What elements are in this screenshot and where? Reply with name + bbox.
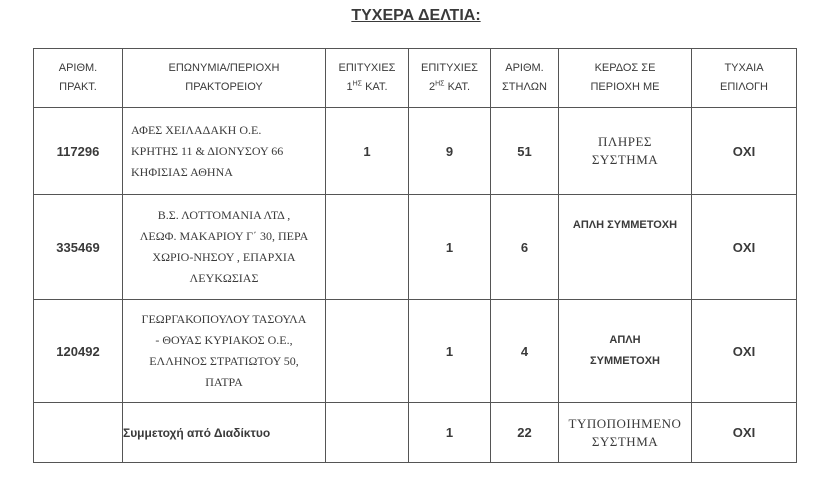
random-pick: ΟΧΙ: [692, 108, 797, 195]
page-title: ΤΥΧΕΡΑ ΔΕΛΤΙΑ:: [351, 7, 481, 24]
table-row: [34, 108, 797, 195]
header-gain: ΚΕΡΔΟΣ ΣΕ ΠΕΡΙΟΧΗ ΜΕ: [559, 49, 692, 108]
gain-type: ΑΠΛΗ ΣΥΜΜΕΤΟΧΗ: [559, 300, 692, 403]
agent-name: ΑΦΕΣ ΧΕΙΛΑΔΑΚΗ Ο.Ε. ΚΡΗΤΗΣ 11 & ΔΙΟΝΥΣΟΥ 66 ΚΗΦΙΣΙΑΣ ΑΘΗΝΑ: [123, 108, 326, 195]
header-cat1: ΕΠΙΤΥΧΙΕΣ $1^{H\Sigma}$ ΚΑΤ.: [326, 49, 409, 108]
gain-type: ΑΠΛΗ ΣΥΜΜΕΤΟΧΗ: [559, 195, 692, 300]
columns-count: 51: [491, 108, 559, 195]
table-row: [34, 403, 797, 463]
agent-number: [34, 403, 123, 463]
table-row: [34, 195, 797, 300]
cat2-wins: 1: [409, 195, 491, 300]
cat2-wins: 9: [409, 108, 491, 195]
agent-number: 120492: [34, 300, 123, 403]
winning-tickets-table: [33, 48, 797, 463]
cat2-wins: 1: [409, 403, 491, 463]
cat1-wins: [326, 195, 409, 300]
cat1-wins: [326, 300, 409, 403]
agent-name: ΓΕΩΡΓΑΚΟΠΟΥΛΟΥ ΤΑΣΟΥΛΑ - ΘΟΥΑΣ ΚΥΡΙΑΚΟΣ Ο.Ε., ΕΛΛΗΝΟΣ ΣΤΡΑΤΙΩΤΟΥ 50, ΠΑΤΡΑ: [123, 300, 326, 403]
agent-number: 335469: [34, 195, 123, 300]
gain-type: ΤΥΠΟΠΟΙΗΜΕΝΟ ΣΥΣΤΗΜΑ: [559, 403, 692, 463]
gain-type: ΠΛΗΡΕΣ ΣΥΣΤΗΜΑ: [559, 108, 692, 195]
header-cat2: ΕΠΙΤΥΧΙΕΣ $2^{H\Sigma}$ ΚΑΤ.: [409, 49, 491, 108]
cat1-wins: 1: [326, 108, 409, 195]
header-columns: ΑΡΙΘΜ. ΣΤΗΛΩΝ: [491, 49, 559, 108]
header-agent-no: ΑΡΙΘΜ. ΠΡΑΚΤ.: [34, 49, 123, 108]
columns-count: 4: [491, 300, 559, 403]
random-pick: ΟΧΙ: [692, 195, 797, 300]
columns-count: 22: [491, 403, 559, 463]
header-row: [34, 49, 797, 108]
columns-count: 6: [491, 195, 559, 300]
cat2-wins: 1: [409, 300, 491, 403]
cat1-wins: [326, 403, 409, 463]
random-pick: ΟΧΙ: [692, 403, 797, 463]
header-random: ΤΥΧΑΙΑ ΕΠΙΛΟΓΗ: [692, 49, 797, 108]
table-row: [34, 300, 797, 403]
agent-name: Συμμετοχή από Διαδίκτυο: [123, 403, 326, 463]
agent-name: Β.Σ. ΛΟΤΤΟΜΑΝΙΑ ΛΤΔ , ΛΕΩΦ. ΜΑΚΑΡΙΟΥ Γ΄ 30, ΠΕΡΑ ΧΩΡΙΟ-ΝΗΣΟΥ , ΕΠΑΡΧΙΑ ΛΕΥΚΩΣΙΑΣ: [123, 195, 326, 300]
agent-number: 117296: [34, 108, 123, 195]
header-agent-name: ΕΠΩΝΥΜΙΑ/ΠΕΡΙΟΧΗ ΠΡΑΚΤΟΡΕΙΟΥ: [123, 49, 326, 108]
random-pick: ΟΧΙ: [692, 300, 797, 403]
